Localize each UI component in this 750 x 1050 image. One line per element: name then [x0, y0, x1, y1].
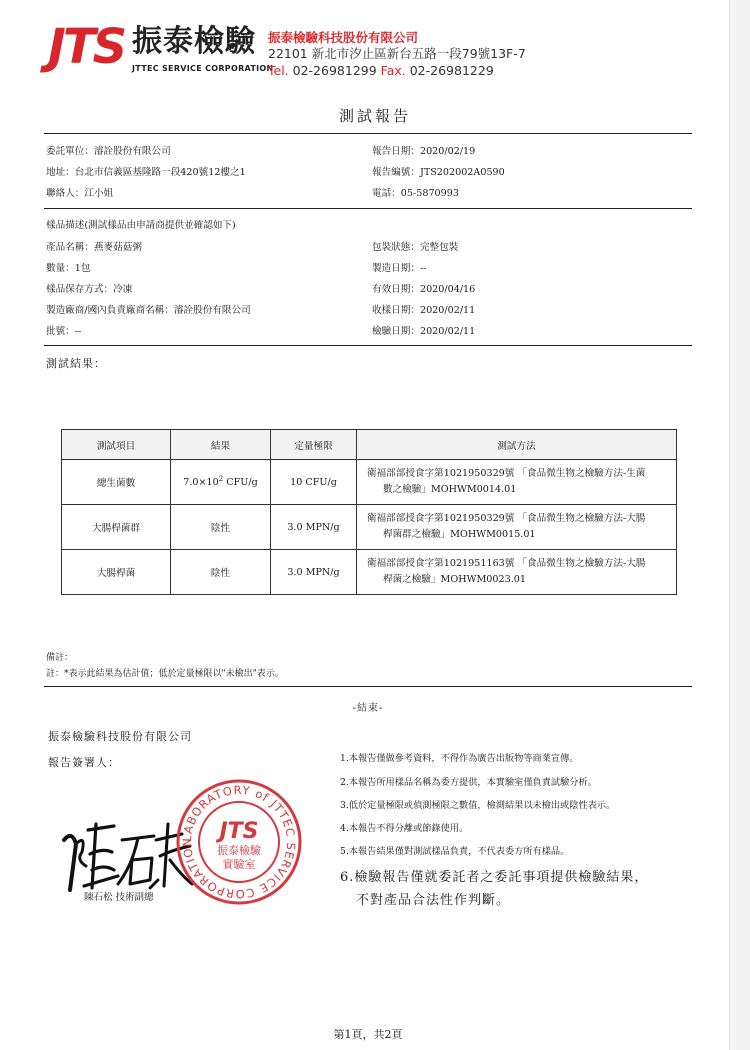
test-result: 陰性	[171, 505, 271, 550]
term-item: 1.本報告僅做參考資料，不得作為廣告出版物等商業宣傳。	[340, 753, 579, 764]
notes-label: 備註：	[46, 653, 74, 663]
page-edge	[729, 0, 750, 1050]
manufacturer: 製造廠商/國內負責廠商名稱：濬詮股份有限公司	[46, 305, 251, 316]
column-header: 定量極限	[271, 430, 357, 460]
expiry-date: 有效日期：2020/04/16	[372, 284, 476, 295]
divider	[44, 345, 692, 346]
seal-logo: JTS	[219, 819, 259, 844]
logo-english: JTTEC SERVICE CORPORATION	[132, 64, 274, 73]
term-item: 5.本報告結果僅對測試樣品負責，不代表委方所有樣品。	[340, 846, 570, 857]
divider	[44, 686, 692, 687]
logo-chinese: 振泰檢驗	[132, 24, 256, 59]
company-address: 22101 新北市汐止區新台五路一段79號13F-7	[268, 46, 526, 61]
column-header: 結果	[171, 430, 271, 460]
term-item: 3.低於定量極限或偵測極限之數值，檢測結果以未檢出或陰性表示。	[340, 800, 616, 811]
signer-name: 陳石松 技術副總	[84, 892, 154, 903]
result-unit: CFU/g	[223, 477, 258, 489]
client-address: 地址：台北市信義區基隆路一段420號12樓之1	[46, 167, 246, 178]
quantification-limit: 3.0 MPN/g	[271, 550, 357, 595]
signer-label: 報告簽署人：	[48, 756, 120, 769]
page-number: 第1頁，共2頁	[333, 1028, 403, 1041]
signing-company: 振泰檢驗科技股份有限公司	[48, 730, 192, 743]
table-header-row	[62, 430, 677, 460]
client-contact: 聯絡人：江小姐	[46, 188, 114, 199]
method-line: 衛福部部授食字第1021951163號 「食品微生物之檢驗方法-大腸	[367, 558, 646, 569]
report-date: 報告日期：2020/02/19	[372, 146, 476, 157]
divider	[44, 208, 692, 209]
client-company: 委託單位：濬詮股份有限公司	[46, 146, 171, 157]
tel-label: Tel.	[268, 63, 289, 78]
test-result	[171, 460, 271, 505]
divider	[44, 133, 692, 134]
company-name: 振泰檢驗科技股份有限公司	[268, 30, 419, 45]
test-date: 檢驗日期：2020/02/11	[372, 326, 476, 337]
company-contact	[268, 63, 494, 78]
tel-number: 02-26981299	[292, 63, 377, 78]
method-line: 數之檢驗」MOHWM0014.01	[383, 484, 517, 495]
term-item: 2.本報告所用樣品名稱為委方提供，本實驗室僅負責試驗分析。	[340, 777, 597, 788]
logo-mark: JTS	[48, 19, 125, 75]
product-name: 產品名稱：燕麥菇菇粥	[46, 242, 142, 253]
end-mark: -結束-	[352, 703, 384, 714]
method-line: 桿菌群之檢驗」MOHWM0015.01	[383, 529, 536, 540]
quantification-limit: 3.0 MPN/g	[271, 505, 357, 550]
method-line: 衛福部部授食字第1021950329號 「食品微生物之檢驗方法-大腸	[367, 513, 646, 524]
test-method	[357, 460, 677, 505]
manufacture-date: 製造日期：--	[372, 263, 427, 274]
notes-text: 註：*表示此結果為估計值；低於定量極限以"未檢出"表示。	[46, 669, 284, 679]
table-row	[62, 505, 677, 550]
column-header: 測試方法	[357, 430, 677, 460]
term-line: 6.檢驗報告僅就委託者之委託事項提供檢驗結果，	[340, 870, 649, 885]
method-line: 桿菌之檢驗」MOHWM0023.01	[383, 574, 526, 585]
sample-quantity: 數量：1包	[46, 263, 91, 274]
document-title: 測試報告	[338, 107, 411, 125]
fax-label: Fax.	[380, 63, 406, 78]
test-item: 大腸桿菌群	[62, 505, 171, 550]
package-status: 包裝狀態：完整包裝	[372, 242, 459, 253]
sample-description: 樣品描述(測試樣品由申請商提供並確認如下)	[46, 220, 236, 231]
term-item: 4.本報告不得分離或節錄使用。	[340, 823, 469, 834]
test-result: 陰性	[171, 550, 271, 595]
test-method	[357, 505, 677, 550]
table-row	[62, 460, 677, 505]
table-row	[62, 550, 677, 595]
fax-number: 02-26981229	[409, 63, 494, 78]
test-item: 大腸桿菌	[62, 550, 171, 595]
results-heading: 測試結果：	[46, 357, 106, 370]
method-line: 衛福部部授食字第1021950329號 「食品微生物之檢驗方法-生菌	[367, 468, 646, 479]
seal-text: 實驗室	[222, 858, 256, 871]
term-item-6	[340, 866, 648, 912]
laboratory-seal	[175, 778, 303, 910]
column-header: 測試項目	[62, 430, 171, 460]
seal-ring-text: LABORATORY of JTTEC SERVICE CORPORATION	[179, 782, 299, 902]
client-phone: 電話：05-5870993	[372, 188, 459, 199]
test-item: 總生菌數	[62, 460, 171, 505]
storage-method: 樣品保存方式：冷凍	[46, 284, 133, 295]
result-exponent: 2	[218, 475, 224, 484]
term-line: 不對產品合法性作判斷。	[356, 893, 511, 908]
batch-number: 批號：--	[46, 326, 82, 337]
results-table	[61, 429, 677, 595]
test-method	[357, 550, 677, 595]
seal-text: 振泰檢驗	[217, 844, 261, 857]
received-date: 收樣日期：2020/02/11	[372, 305, 476, 316]
quantification-limit: 10 CFU/g	[271, 460, 357, 505]
result-value: 7.0×10	[183, 477, 219, 489]
report-number: 報告編號：JTS202002A0590	[372, 167, 505, 178]
